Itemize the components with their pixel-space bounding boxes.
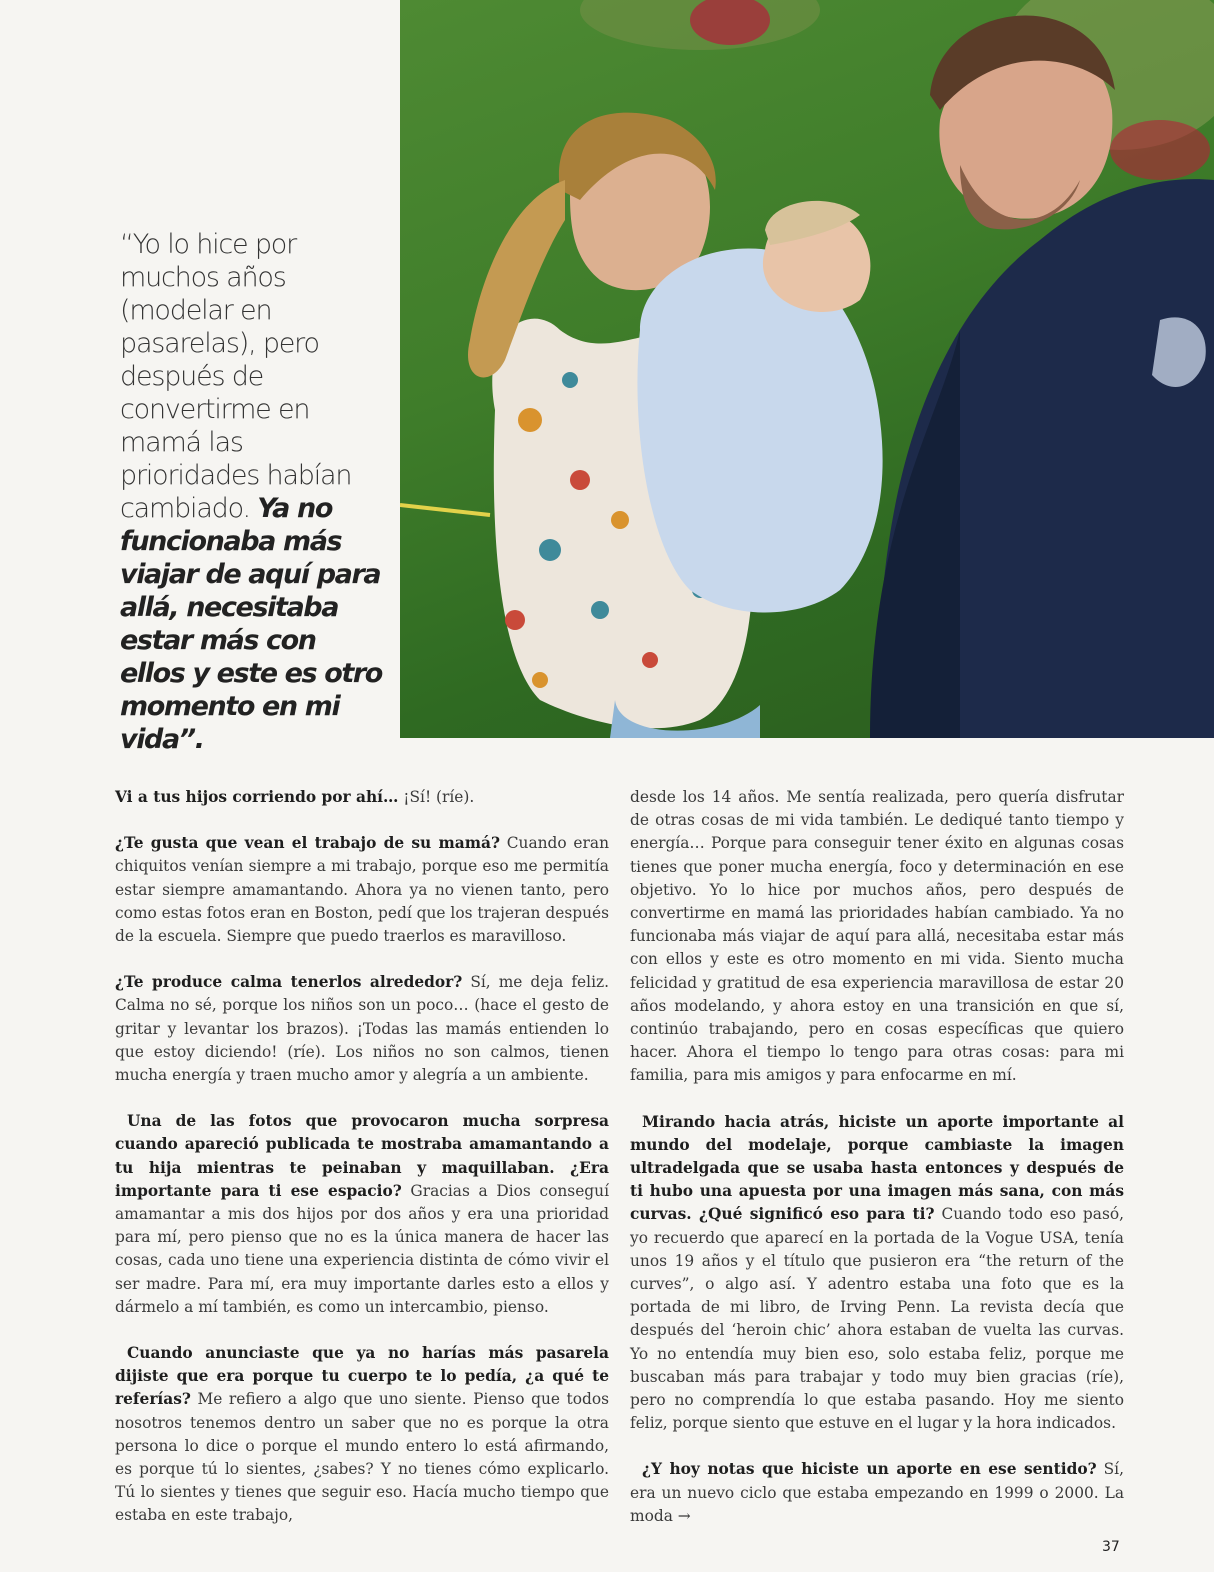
- question: ¿Y hoy notas que hiciste un aporte en ese sentido?: [642, 1460, 1097, 1479]
- pull-quote-intro: “Yo lo hice por muchos años (modelar en pasarelas), pero después de convertirme en mamá las prioridades habían cambiado.: [120, 229, 352, 524]
- answer: Cuando todo eso pasó, yo recuerdo que aparecí en la portada de la Vogue USA, tenía unos 19 años y el título que pusieron era “the return of the curves”, o algo así. Y adentro estaba una foto que es la portada de mi libro, de Irving Penn. La revista decía que después del ‘heroin chic’ ahora estaban de vuelta las curvas. Yo no entendía muy bien eso, solo estaba feliz, porque me buscaban más para trabajar y todo muy bien gracias (ríe), pero no comprendía lo que estaba pasando. Hoy me siento feliz, porque siento que estuve en el lugar y la hora indicados.: [630, 1205, 1124, 1433]
- question: ¿Te gusta que vean el trabajo de su mamá?: [115, 834, 500, 853]
- pull-quote-emphasis: Ya no funcionaba más viajar de aquí para allá, necesitaba estar más con ellos y este es otro momento en mi vida”.: [120, 493, 382, 755]
- family-photo: [400, 0, 1214, 738]
- qa-paragraph: [630, 786, 1124, 1088]
- question: Vi a tus hijos corriendo por ahí…: [115, 788, 399, 806]
- question: Una de las fotos que provocaron mucha sorpresa cuando apareció publicada te mostraba amamantando a tu hija mientras te peinaban y maquillaban. ¿Era importante para ti ese espacio?: [115, 1112, 609, 1200]
- answer: ¡Sí! (ríe).: [403, 788, 475, 806]
- qa-paragraph: [630, 1458, 1124, 1528]
- answer: Me refiero a algo que uno siente. Pienso que todos nosotros tenemos dentro un saber que no es porque la otra persona lo dice o porque el mundo entero lo está afirmando, es porque tú lo sientes, ¿sabes? Y no tienes cómo explicarlo. Tú lo sientes y tienes que seguir eso. Hacía mucho tiempo que estaba en este trabajo,: [115, 1390, 609, 1525]
- question: Mirando hacia atrás, hiciste un aporte importante al mundo del modelaje, porque cambiaste la imagen ultradelgada que se usaba hasta entonces y después de ti hubo una apuesta por una imagen más sana, con más curvas. ¿Qué significó eso para ti?: [630, 1112, 1124, 1224]
- pull-quote: [120, 228, 385, 756]
- qa-paragraph: [115, 1342, 609, 1528]
- question: Cuando anunciaste que ya no harías más pasarela dijiste que era porque tu cuerpo te lo pedía, ¿a qué te referías?: [115, 1344, 609, 1409]
- answer: Sí, era un nuevo ciclo que estaba empezando en 1999 o 2000. La moda →: [630, 1460, 1124, 1525]
- question: ¿Te produce calma tenerlos alrededor?: [115, 973, 463, 992]
- page-number: 37: [1102, 1539, 1120, 1555]
- qa-paragraph: [115, 971, 609, 1087]
- qa-paragraph: [115, 832, 609, 948]
- qa-paragraph: [115, 1110, 609, 1319]
- qa-paragraph: [630, 1111, 1124, 1436]
- answer: Gracias a Dios conseguí amamantar a mis dos hijos por dos años y era una prioridad para mí, pero pienso que no es la única manera de hacer las cosas, cada uno tiene una experiencia distinta de cómo vivir el ser madre. Para mí, era muy importante darles esto a ellos y dármelo a mí también, es como un intercambio, pienso.: [115, 1181, 609, 1316]
- left-column: [115, 786, 609, 1551]
- qa-paragraph: [115, 786, 609, 809]
- right-column: [630, 786, 1124, 1551]
- answer: Sí, me deja feliz. Calma no sé, porque los niños son un poco… (hace el gesto de gritar y levantar los brazos). ¡Todas las mamás entienden lo que estoy diciendo! (ríe). Los niños no son calmos, tienen mucha energía y traen mucho amor y alegría a un ambiente.: [115, 973, 609, 1085]
- answer: desde los 14 años. Me sentía realizada, pero quería disfrutar de otras cosas de mi vida también. Le dediqué tanto tiempo y energía… Porque para conseguir tener éxito en algunas cosas tienes que poner mucha energía, foco y determinación en ese objetivo. Yo lo hice por muchos años, pero después de convertirme en mamá las prioridades habían cambiado. Ya no funcionaba más viajar de aquí para allá, necesitaba estar más con ellos y este es otro momento en mi vida. Siento mucha felicidad y gratitud de esa experiencia maravillosa de estar 20 años modelando, y ahora estoy en una transición en que sí, continúo trabajando, pero en cosas específicas que quiero hacer. Ahora el tiempo lo tengo para otras cosas: para mi familia, para mis amigos y para enfocarme en mí.: [630, 788, 1124, 1085]
- answer: Cuando eran chiquitos venían siempre a mi trabajo, porque eso me permitía estar siempre amamantando. Ahora ya no vienen tanto, pero como estas fotos eran en Boston, pedí que los trajeran después de la escuela. Siempre que puedo traerlos es maravilloso.: [115, 834, 609, 946]
